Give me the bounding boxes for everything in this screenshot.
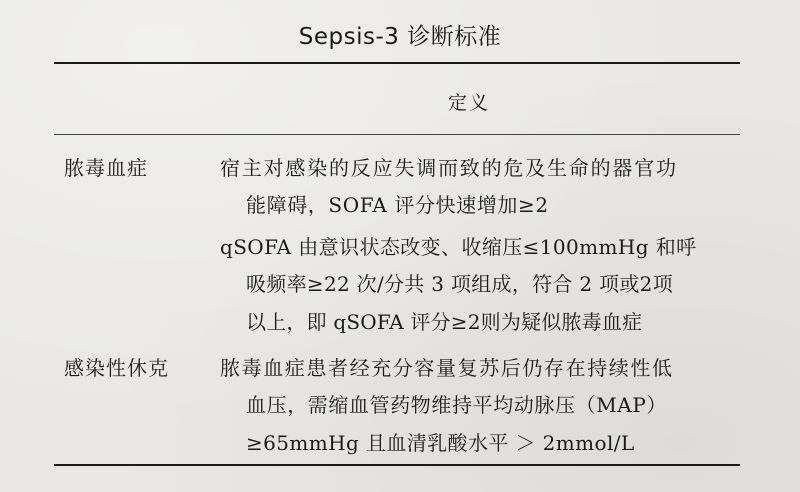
- definition-line: 以上，即 qSOFA 评分≥2则为疑似脓毒血症: [246, 310, 643, 334]
- definition-line: qSOFA 由意识状态改变、收缩压≤100mmHg 和呼: [220, 235, 697, 259]
- column-header-definition: 定义: [448, 92, 491, 114]
- definition-line: 能障碍，SOFA 评分快速增加≥2: [246, 193, 549, 217]
- bottom-rule: [54, 464, 740, 466]
- definition-line: ≥65mmHg 且血清乳酸水平 ＞ 2mmol/L: [246, 431, 635, 455]
- definition-line: 吸频率≥22 次/分共 3 项组成，符合 2 项或2项: [246, 272, 674, 296]
- table-title: Sepsis-3 诊断标准: [298, 24, 502, 50]
- definition-line: 宿主对感染的反应失调而致的危及生命的器官功: [220, 156, 678, 180]
- top-rule: [54, 62, 740, 64]
- definition-line: 脓毒血症患者经充分容量复苏后仍存在持续性低: [220, 356, 674, 380]
- header-rule: [54, 134, 740, 135]
- definition-line: 血压，需缩血管药物维持平均动脉压（MAP）: [246, 393, 667, 417]
- term-sepsis: 脓毒血症: [64, 156, 148, 180]
- term-septic-shock: 感染性休克: [64, 356, 169, 380]
